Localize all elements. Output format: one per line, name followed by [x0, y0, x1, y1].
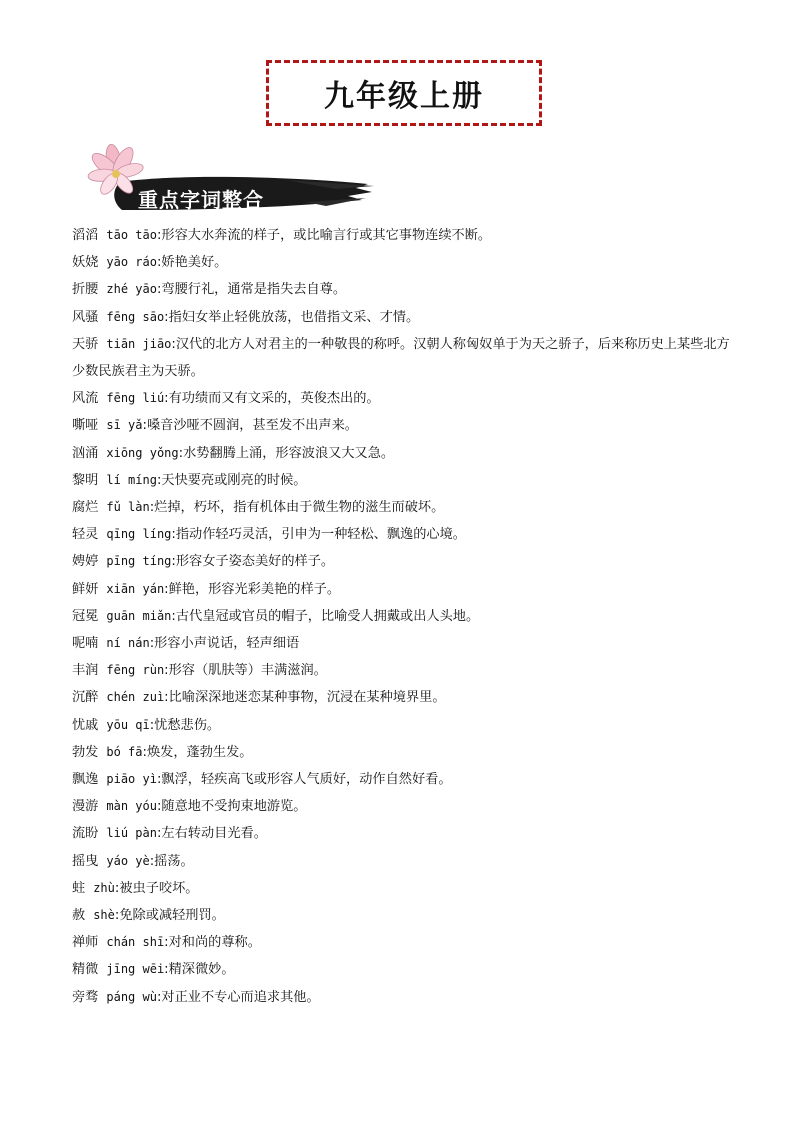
- list-item: 风流 fēng liú:有功绩而又有文采的，英俊杰出的。: [72, 391, 380, 407]
- list-item: 丰润 fēng rùn:形容（肌肤等）丰满滋润。: [72, 663, 327, 679]
- section-title: 重点字词整合: [138, 188, 264, 212]
- list-item: 勃发 bó fā:焕发，蓬勃生发。: [72, 744, 253, 760]
- list-item: 腐烂 fǔ làn:烂掉，朽坏，指有机体由于微生物的滋生而破坏。: [72, 500, 445, 516]
- list-item: 赦 shè:免除或减轻刑罚。: [72, 908, 225, 924]
- list-item: 滔滔 tāo tāo:形容大水奔流的样子，或比喻言行或其它事物连续不断。: [72, 228, 492, 243]
- section-header: [86, 140, 376, 218]
- list-item: 冠冕 guān miǎn:古代皇冠或官员的帽子，比喻受人拥戴或出人头地。: [72, 608, 480, 624]
- list-item: 摇曳 yáo yè:摇荡。: [72, 853, 194, 869]
- list-item: 沉醉 chén zuì:比喻深深地迷恋某种事物，沉浸在某种境界里。: [72, 690, 446, 706]
- list-item: 折腰 zhé yāo:弯腰行礼，通常是指失去自尊。: [72, 282, 347, 298]
- list-item: 禅师 chán shī:对和尚的尊称。: [72, 935, 261, 951]
- list-item: 呢喃 ní nán:形容小声说话，轻声细语: [72, 636, 300, 652]
- list-item: 汹涌 xiōng yǒng:水势翻腾上涌，形容波浪又大又急。: [72, 445, 395, 461]
- list-item: 鲜妍 xiān yán:鲜艳，形容光彩美艳的样子。: [72, 581, 341, 597]
- list-item: 旁骛 páng wù:对正业不专心而追求其他。: [72, 989, 320, 1005]
- page-title-box: [266, 60, 542, 126]
- list-item: 流盼 liú pàn:左右转动目光看。: [72, 826, 267, 842]
- list-item: 飘逸 piāo yì:飘浮，轻疾高飞或形容人气质好，动作自然好看。: [72, 772, 452, 788]
- list-item: 天骄 tiān jiāo:汉代的北方人对君主的一种敬畏的称呼。汉朝人称匈奴单于为天之骄子，后来称历史上某些北方少数民族君主为天骄。: [72, 336, 730, 380]
- list-item: 忧戚 yōu qī:忧愁悲伤。: [72, 717, 221, 733]
- list-item: 娉婷 pīng tíng:形容女子姿态美好的样子。: [72, 554, 335, 570]
- list-item: 风骚 fēng sāo:指妇女举止轻佻放荡，也借指文采、才情。: [72, 309, 420, 325]
- vocabulary-list: [72, 222, 732, 1011]
- list-item: 漫游 màn yóu:随意地不受拘束地游览。: [72, 799, 307, 815]
- list-item: 妖娆 yāo ráo:娇艳美好。: [72, 255, 228, 271]
- list-item: 黎明 lí míng:天快要亮或刚亮的时候。: [72, 472, 307, 488]
- list-item: 精微 jīng wēi:精深微妙。: [72, 962, 235, 978]
- list-item: 轻灵 qīng líng:指动作轻巧灵活，引申为一种轻松、飘逸的心境。: [72, 527, 466, 543]
- page-title: 九年级上册: [324, 79, 484, 114]
- list-item: 嘶哑 sī yǎ:嗓音沙哑不圆润，甚至发不出声来。: [72, 418, 358, 434]
- list-item: 蛀 zhù:被虫子咬坏。: [72, 880, 199, 896]
